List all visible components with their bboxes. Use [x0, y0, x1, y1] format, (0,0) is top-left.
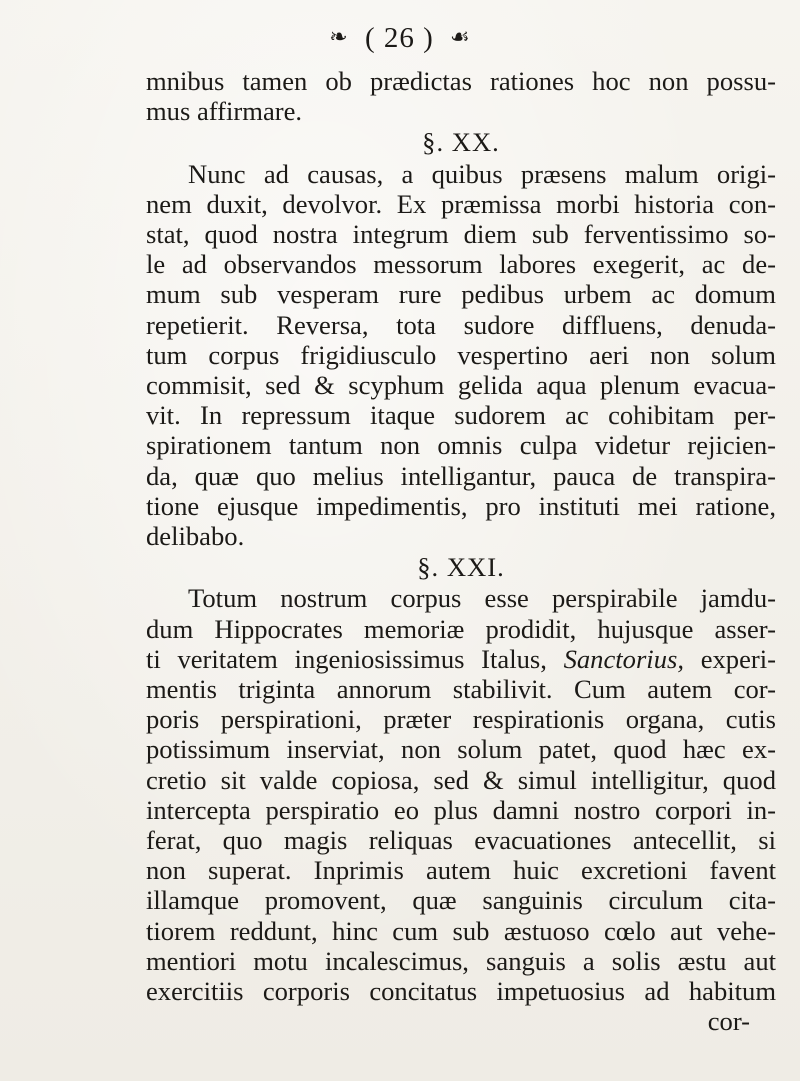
text-line: potissimum inserviat, non solum patet, quod hæc ex- [146, 734, 776, 765]
fleuron-right-icon: ☙ [450, 24, 471, 49]
section-heading-xxi: §. XXI. [417, 552, 505, 583]
paragraph-section-xx [146, 159, 776, 552]
text-line: mentis triginta annorum stabilivit. Cum autem cor- [146, 674, 776, 705]
text-line: Nunc ad causas, a quibus præsens malum origi- [188, 158, 776, 189]
paragraph-continued [146, 66, 776, 126]
text-line: repetierit. Reversa, tota sudore diffluens, denuda- [146, 309, 776, 340]
section-heading-xx: §. XX. [422, 127, 500, 158]
text-fragment: experi- [700, 643, 776, 674]
text-line: non superat. Inprimis autem huic excretioni favent [146, 855, 776, 886]
text-line: nem duxit, devolvor. Ex præmissa morbi historia con- [146, 188, 776, 219]
text-line: poris perspirationi, præter respirationis organa, cutis [146, 704, 776, 735]
text-line: Totum nostrum corpus esse perspirabile jamdu- [188, 583, 776, 614]
text-line: mum sub vesperam rure pedibus urbem ac domum [146, 279, 776, 310]
author-name-italic: Sanctorius, [563, 643, 684, 674]
text-line: intercepta perspiratio eo plus damni nostro corpori in- [146, 794, 776, 825]
text-line: commisit, sed & scyphum gelida aqua plenum evacua- [146, 370, 776, 401]
text-line: da, quæ quo melius intelligantur, pauca de transpira- [146, 460, 776, 491]
text-line: spirationem tantum non omnis culpa videtur rejicien- [146, 430, 776, 461]
text-line: mnibus tamen ob prædictas rationes hoc non possu- [146, 66, 776, 96]
text-line: cretio sit valde copiosa, sed & simul intelligitur, quod [146, 764, 776, 795]
text-line: tione ejusque impedimentis, pro instituti mei ratione, [146, 490, 776, 521]
text-line: dum Hippocrates memoriæ prodidit, hujusque asser- [146, 613, 776, 644]
text-line: illamque promovent, quæ sanguinis circulum cita- [146, 885, 776, 916]
fleuron-left-icon: ❧ [329, 24, 349, 49]
text-line: mus affirmare. [146, 96, 303, 127]
text-line: mentiori motu incalescimus, sanguis a solis æstu aut [146, 945, 776, 976]
text-line [146, 644, 776, 674]
paragraph-section-xxi [146, 583, 776, 1006]
text-line: vit. In repressum itaque sudorem ac cohibitam per- [146, 400, 776, 431]
text-line: le ad observandos messorum labores exegerit, ac de- [146, 249, 776, 280]
text-line: tiorem reddunt, hinc cum sub æstuoso cœlo aut vehe- [146, 915, 776, 946]
text-line: ferat, quo magis reliquas evacuationes antecellit, si [146, 825, 776, 856]
text-line: delibabo. [146, 521, 245, 552]
page-text [146, 66, 776, 1037]
text-fragment: ti veritatem ingeniosissimus Italus, [146, 643, 547, 674]
text-line: tum corpus frigidiusculo vespertino aeri non solum [146, 339, 776, 370]
page-number: ( 26 ) [364, 22, 434, 54]
text-line: stat, quod nostra integrum diem sub ferventissimo so- [146, 219, 776, 250]
page-header [0, 22, 800, 55]
text-line: exercitiis corporis concitatus impetuosius ad habitum [146, 976, 776, 1007]
catchword: cor- [707, 1006, 750, 1037]
